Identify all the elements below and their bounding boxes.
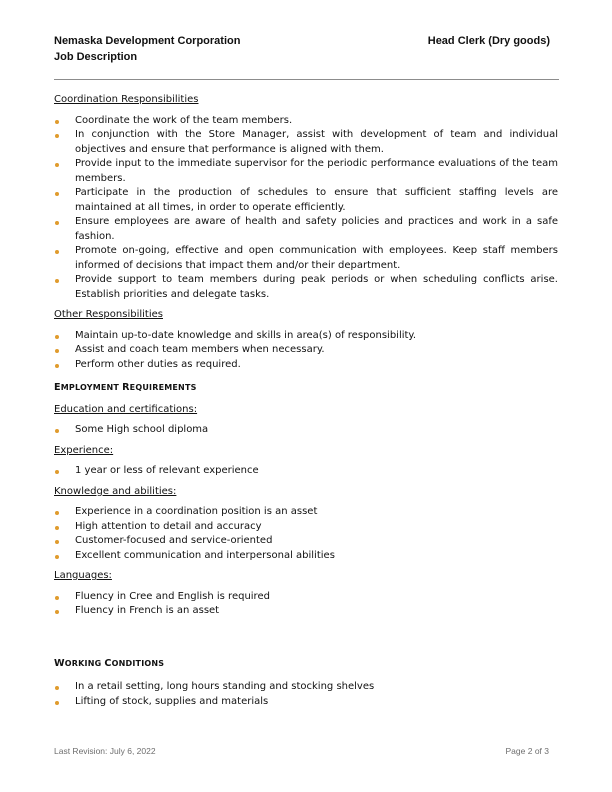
- employment-requirements-heading: EMPLOYMENT REQUIREMENTS: [54, 382, 197, 393]
- bullet-icon: [55, 470, 59, 474]
- list-item: [54, 186, 558, 215]
- list-item-text: Promote on-going, effective and open communication with employees. Keep staff members informed of decisions that impact them and/or their department.: [75, 245, 558, 271]
- bullet-icon: [55, 134, 59, 138]
- list-item: [54, 520, 558, 535]
- list-item-text: 1 year or less of relevant experience: [75, 465, 259, 476]
- bullet-icon: [55, 279, 59, 283]
- coordination-heading: Coordination Responsibilities: [54, 94, 199, 105]
- languages-heading: Languages:: [54, 570, 112, 581]
- list-item: [54, 423, 558, 438]
- list-item: [54, 128, 558, 157]
- other-heading: Other Responsibilities: [54, 309, 163, 320]
- bullet-icon: [55, 429, 59, 433]
- list-item-text: Ensure employees are aware of health and safety policies and practices and work in a safe fashion.: [75, 216, 558, 242]
- bullet-icon: [55, 526, 59, 530]
- bullet-icon: [55, 221, 59, 225]
- list-item-text: In a retail setting, long hours standing and stocking shelves: [75, 681, 375, 692]
- list-item: [54, 244, 558, 273]
- document-body: [54, 93, 558, 709]
- list-item-text: Fluency in Cree and English is required: [75, 590, 270, 602]
- education-list: [54, 423, 558, 438]
- knowledge-heading: Knowledge and abilities:: [54, 485, 177, 497]
- bullet-icon: [55, 540, 59, 544]
- working-conditions-heading: WORKING CONDITIONS: [54, 657, 165, 669]
- list-item-text: Maintain up-to-date knowledge and skills in area(s) of responsibility.: [75, 329, 417, 341]
- list-item-text: Some High school diploma: [75, 424, 209, 435]
- education-heading: Education and certifications:: [54, 403, 198, 415]
- list-item: [54, 549, 558, 564]
- list-item: [54, 157, 558, 186]
- bullet-icon: [55, 250, 59, 254]
- bullet-icon: [55, 349, 59, 353]
- experience-list: [54, 464, 558, 479]
- header-divider: [54, 79, 559, 80]
- page-number: Page 2 of 3: [505, 746, 549, 756]
- list-item-text: Perform other duties as required.: [75, 358, 241, 370]
- list-item: [54, 505, 558, 520]
- company-name: Nemaska Development Corporation: [54, 35, 241, 47]
- knowledge-list: [54, 505, 558, 563]
- list-item: [54, 464, 558, 479]
- bullet-icon: [55, 596, 59, 600]
- bullet-icon: [55, 511, 59, 515]
- list-item: [54, 273, 558, 302]
- coordination-list: [54, 114, 558, 303]
- bullet-icon: [55, 555, 59, 559]
- list-item: [54, 534, 558, 549]
- bullet-icon: [55, 163, 59, 167]
- experience-heading: Experience:: [54, 444, 114, 456]
- list-item: [54, 680, 558, 695]
- list-item-text: Provide support to team members during peak periods or when scheduling conflicts arise. Establish priorities and delegate tasks.: [75, 274, 558, 300]
- list-item-text: Excellent communication and interpersonal abilities: [75, 549, 335, 561]
- list-item: [54, 590, 558, 605]
- list-item-text: Coordinate the work of the team members.: [75, 114, 293, 126]
- list-item-text: Participate in the production of schedules to ensure that sufficient staffing levels are maintained at all times, in order to operate efficiently.: [75, 187, 558, 213]
- page-header: [54, 33, 558, 65]
- list-item: [54, 215, 558, 244]
- bullet-icon: [55, 192, 59, 196]
- list-item-text: Customer-focused and service-oriented: [75, 535, 273, 546]
- list-item-text: Fluency in French is an asset: [75, 605, 220, 616]
- bullet-icon: [55, 686, 59, 690]
- list-item-text: Lifting of stock, supplies and materials: [75, 695, 269, 707]
- bullet-icon: [55, 120, 59, 124]
- list-item: [54, 343, 558, 358]
- list-item: [54, 329, 558, 344]
- list-item: [54, 114, 558, 129]
- bullet-icon: [55, 610, 59, 614]
- list-item-text: Experience in a coordination position is an asset: [75, 506, 318, 517]
- list-item-text: In conjunction with the Store Manager, assist with development of team and individual objectives and ensure that performance is aligned with them.: [75, 129, 558, 155]
- list-item: [54, 604, 558, 619]
- list-item: [54, 358, 558, 373]
- list-item-text: Provide input to the immediate supervisor for the periodic performance evaluations of the team members.: [75, 158, 558, 184]
- list-item: [54, 695, 558, 710]
- languages-list: [54, 590, 558, 619]
- bullet-icon: [55, 701, 59, 705]
- last-revision: Last Revision: July 6, 2022: [54, 746, 156, 756]
- working-conditions-list: [54, 680, 558, 709]
- job-title: Head Clerk (Dry goods): [427, 35, 550, 47]
- other-list: [54, 329, 558, 373]
- list-item-text: High attention to detail and accuracy: [75, 520, 262, 532]
- document-type: Job Description: [54, 51, 138, 63]
- bullet-icon: [55, 364, 59, 368]
- bullet-icon: [55, 335, 59, 339]
- list-item-text: Assist and coach team members when necessary.: [75, 344, 325, 355]
